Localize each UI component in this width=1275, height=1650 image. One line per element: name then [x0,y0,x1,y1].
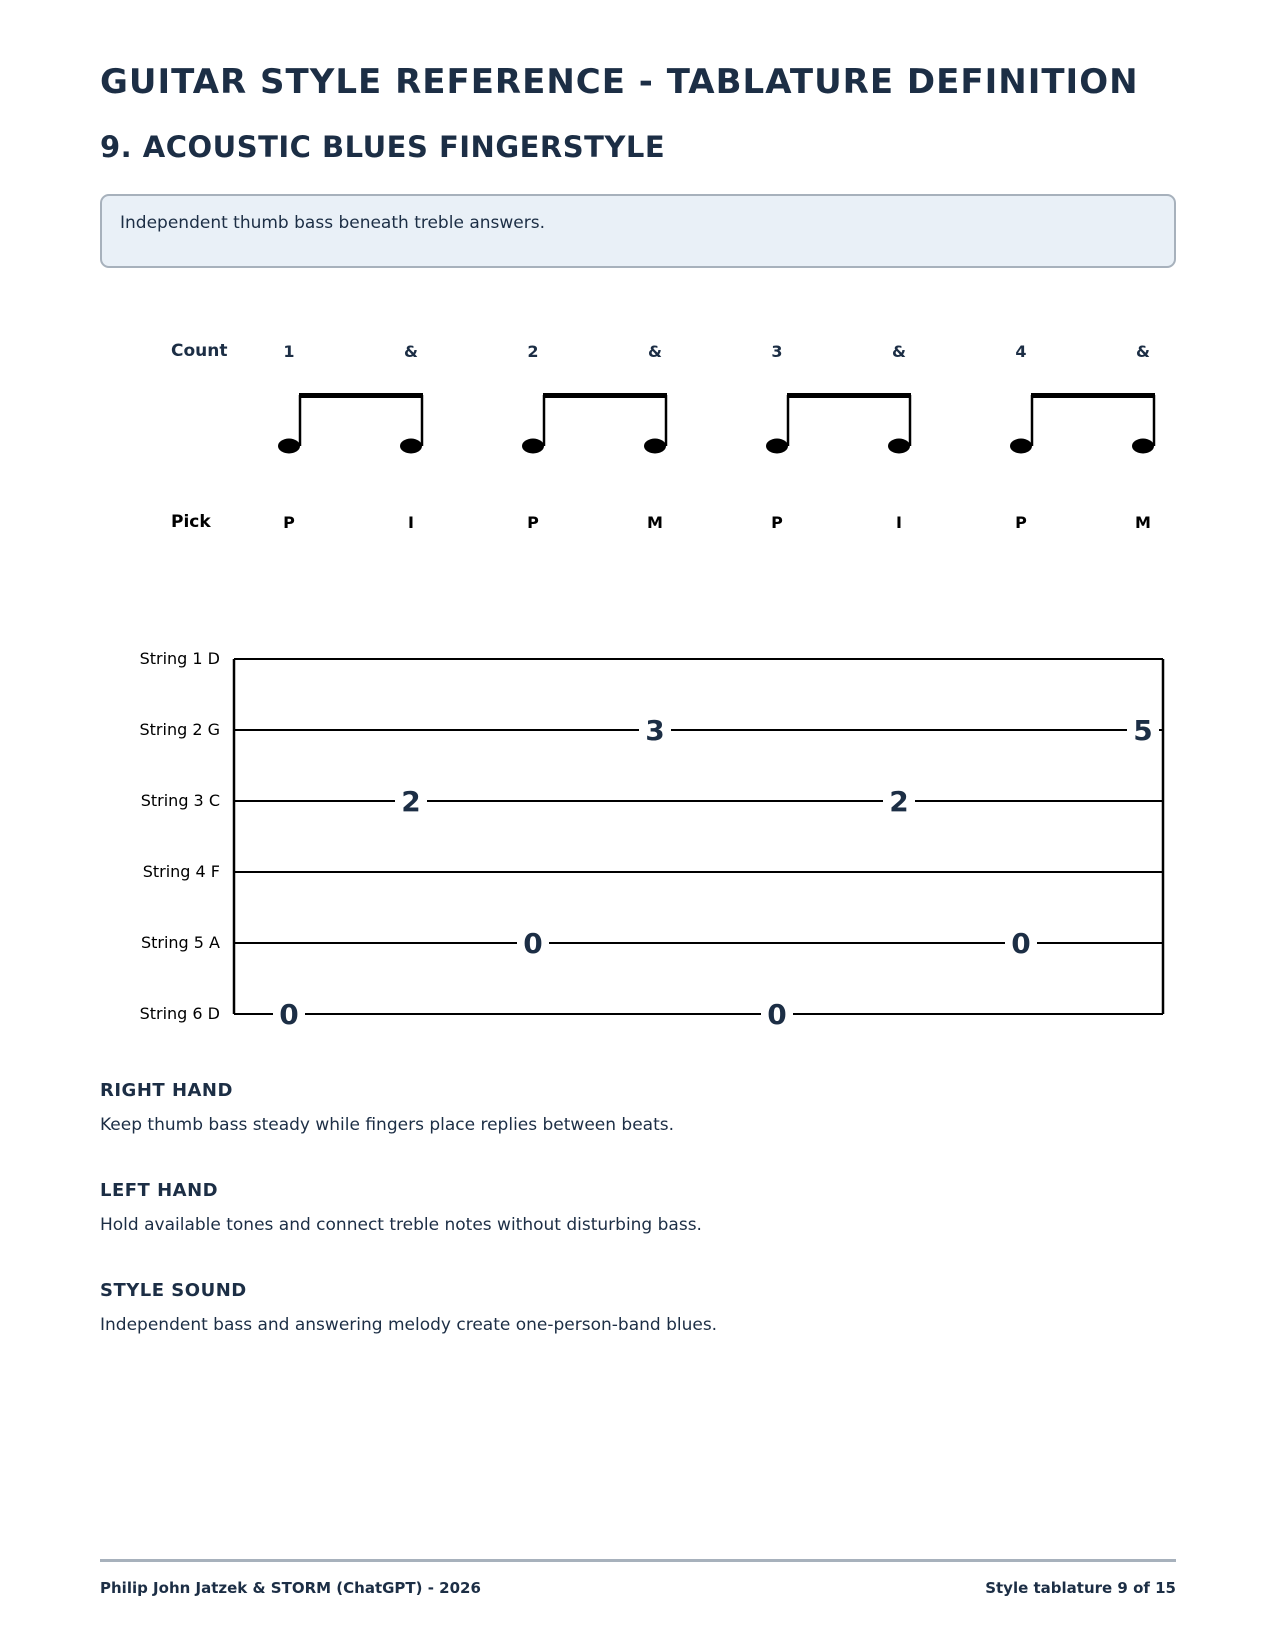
string-label-3: String 3 C [140,791,220,810]
pick-2: I [408,513,414,532]
count-5: 3 [771,342,783,361]
pick-3: P [527,513,539,532]
count-1: 1 [283,342,295,361]
count-row-label: Count [171,341,228,361]
fret-number: 0 [1011,927,1031,960]
notehead [522,439,544,454]
count-8: & [1136,342,1150,361]
count-3: 2 [527,342,539,361]
fret-number: 0 [523,927,543,960]
notehead [400,439,422,454]
summary-box [100,194,1176,268]
fret-number: 2 [889,785,909,818]
rhythm-notation [0,360,1275,470]
notehead [278,439,300,454]
note-beam [299,393,423,398]
string-label-2: String 2 G [139,720,220,739]
count-7: 4 [1015,342,1027,361]
notehead [1010,439,1032,454]
notehead [888,439,910,454]
pick-4: M [647,513,663,532]
footer-rule [100,1559,1176,1562]
note-beam [543,393,667,398]
right-hand-heading: RIGHT HAND [100,1080,233,1101]
footer-credit: Philip John Jatzek & STORM (ChatGPT) - 2026 [100,1579,481,1597]
string-label-5: String 5 A [140,933,220,952]
string-label-1: String 1 D [139,649,220,668]
count-6: & [892,342,906,361]
left-hand-heading: LEFT HAND [100,1180,219,1201]
fret-number: 0 [767,998,787,1030]
section-title: 9. ACOUSTIC BLUES FINGERSTYLE [100,130,666,164]
note-beam [787,393,911,398]
fret-number: 3 [645,714,665,747]
string-label-6: String 6 D [139,1004,220,1023]
right-hand-text: Keep thumb bass steady while fingers place replies between beats. [100,1115,675,1135]
notehead [766,439,788,454]
right-hand-section [100,1080,674,1135]
fret-number: 2 [401,785,421,818]
style-sound-heading: STYLE SOUND [100,1280,247,1301]
pick-1: P [283,513,295,532]
left-hand-section [100,1180,702,1235]
notehead [644,439,666,454]
notehead [1132,439,1154,454]
pick-5: P [771,513,783,532]
page-title: GUITAR STYLE REFERENCE - TABLATURE DEFINITION [100,62,1139,102]
tab-staff [0,630,1275,1030]
pick-7: P [1015,513,1027,532]
note-beam [1031,393,1155,398]
style-sound-text: Independent bass and answering melody create one-person-band blues. [100,1315,718,1335]
pick-8: M [1135,513,1151,532]
left-hand-text: Hold available tones and connect treble notes without disturbing bass. [100,1215,702,1235]
style-sound-section [100,1280,717,1335]
count-2: & [404,342,418,361]
pick-6: I [896,513,902,532]
summary-text: Independent thumb bass beneath treble answers. [120,213,545,233]
fret-number: 0 [279,998,299,1030]
count-4: & [648,342,662,361]
fret-number: 5 [1133,714,1153,747]
footer-page-number: Style tablature 9 of 15 [985,1579,1176,1597]
string-label-4: String 4 F [142,862,220,881]
pick-row-label: Pick [171,512,211,532]
